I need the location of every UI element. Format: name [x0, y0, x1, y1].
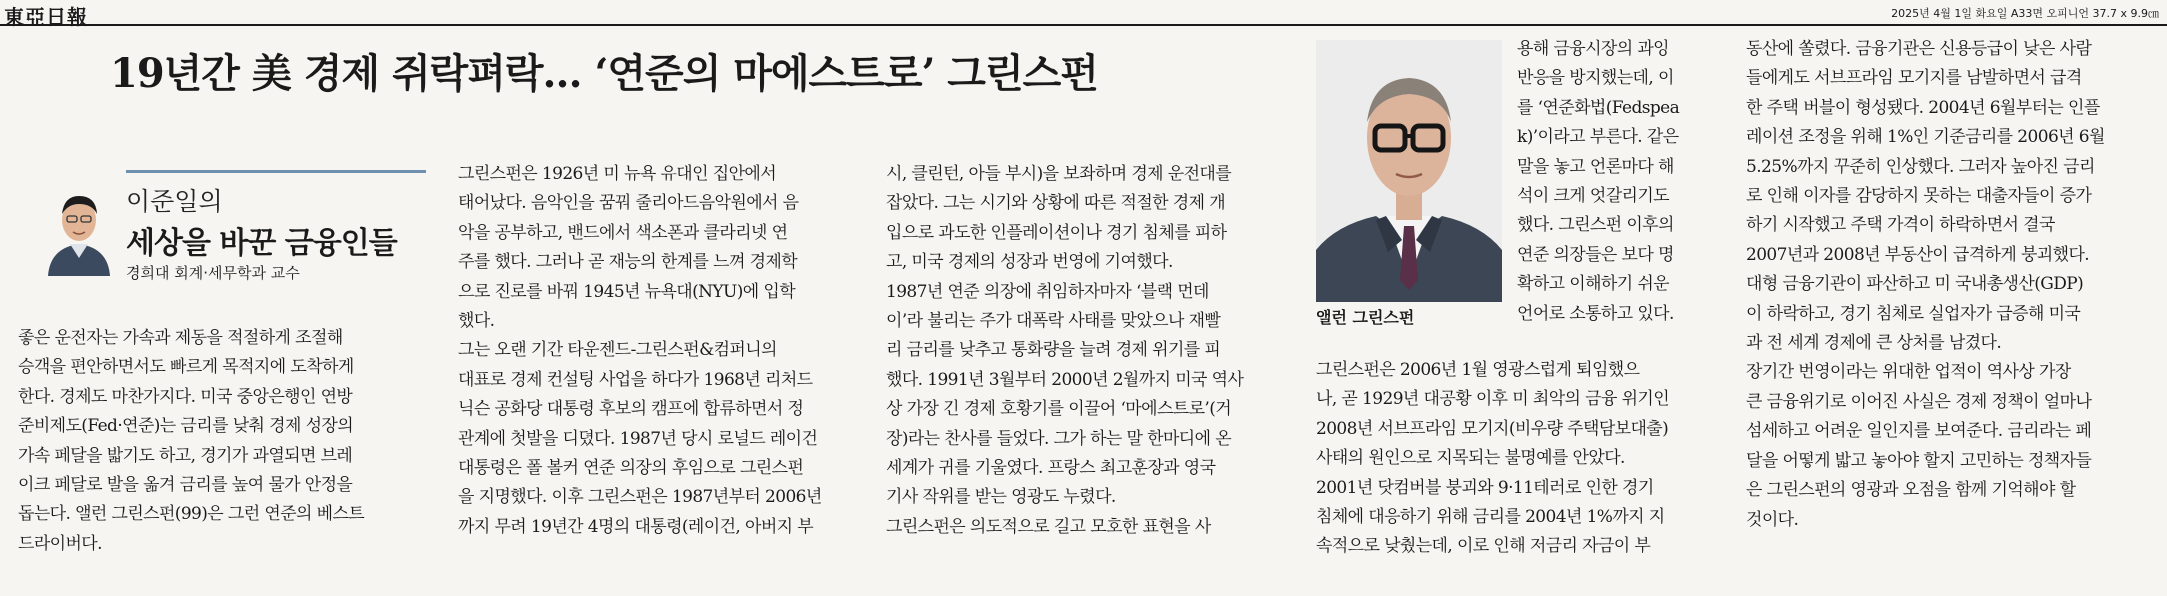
text-line: 확하고 이해하기 쉬운 — [1517, 274, 1670, 295]
text-line: 까지 무려 19년간 4명의 대통령(레이건, 아버지 부 — [458, 516, 814, 537]
text-line: 로 인해 이자를 감당하지 못하는 대출자들이 증가 — [1746, 186, 2092, 207]
text-line: 장)라는 찬사를 들었다. 그가 하는 말 한마디에 온 — [886, 428, 1232, 449]
text-line: 상 가장 긴 경제 호황기를 이끌어 ‘마에스트로’(거 — [886, 399, 1232, 420]
article-column-4-upper — [1517, 35, 1723, 329]
text-line: 5.25%까지 꾸준히 인상했다. 그러자 높아진 금리 — [1746, 156, 2095, 177]
text-line: 들에게도 서브프라임 모기지를 남발하면서 급격 — [1746, 68, 2082, 89]
text-line: 말을 놓고 언론마다 해 — [1517, 156, 1674, 177]
text-line: 돕는다. 앨런 그린스펀(99)은 그런 연준의 베스트 — [18, 504, 365, 525]
text-line: 석이 크게 엇갈리기도 — [1517, 186, 1670, 207]
text-line: 잡았다. 그는 시기와 상황에 따른 적절한 경제 개 — [886, 193, 1226, 214]
text-line: 용해 금융시장의 과잉 — [1517, 39, 1670, 59]
text-line: 시, 클린턴, 아들 부시)을 보좌하며 경제 운전대를 — [886, 164, 1232, 184]
text-line: 동산에 쏠렸다. 금융기관은 신용등급이 낮은 사람 — [1746, 39, 2092, 59]
text-line: 을 지명했다. 이후 그린스펀은 1987년부터 2006년 — [458, 487, 822, 508]
text-line: 이’라 불리는 주가 대폭락 사태를 맞았으나 재빨 — [886, 311, 1221, 332]
text-line: 레이션 조정을 위해 1%인 기준금리를 2006년 6월 — [1746, 127, 2105, 148]
text-line: 승객을 편안하면서도 빠르게 목적지에 도착하게 — [18, 357, 354, 378]
article-column-2 — [458, 160, 870, 542]
text-line: 침체에 대응하기 위해 금리를 2004년 1%까지 지 — [1316, 507, 1665, 528]
text-line: 했다. 1991년 3월부터 2000년 2월까지 미국 역사 — [886, 369, 1244, 390]
column-series-name: 이준일의 — [126, 187, 223, 216]
text-line: 반응을 방지했는데, 이 — [1517, 68, 1674, 89]
text-line: 를 ‘연준화법(Fedspea — [1517, 97, 1680, 118]
text-line: 그린스펀은 1926년 미 뉴욕 유대인 집안에서 — [458, 164, 777, 184]
masthead — [0, 0, 2167, 29]
text-line: 닉슨 공화당 대통령 후보의 캠프에 합류하면서 정 — [458, 399, 804, 420]
text-line: 대통령은 폴 볼커 연준 의장의 후임으로 그린스펀 — [458, 458, 804, 479]
text-line: 2008년 서브프라임 모기지(비우량 주택담보대출) — [1316, 418, 1669, 439]
photo-caption: 앨런 그린스펀 — [1316, 308, 1415, 327]
byline-box — [40, 170, 420, 290]
text-line: 은 그린스펀의 영광과 오점을 함께 기억해야 할 — [1746, 480, 2076, 501]
newspaper-logo: 東亞日報 — [4, 5, 88, 29]
text-line: k)’이라고 부른다. 같은 — [1517, 127, 1679, 148]
author-affiliation: 경희대 회계·세무학과 교수 — [126, 264, 300, 282]
text-line: 좋은 운전자는 가속과 제동을 적절하게 조절해 — [18, 328, 343, 348]
text-line: 그린스펀은 의도적으로 길고 모호한 표현을 사 — [886, 516, 1211, 537]
text-line: 달을 어떻게 밟고 놓아야 할지 고민하는 정책자들 — [1746, 450, 2092, 471]
dateline: 2025년 4월 1일 화요일 A33면 오피니언 37.7 x 9.9㎝ — [1891, 7, 2159, 20]
text-line: 나, 곧 1929년 대공황 이후 미 최악의 금융 위기인 — [1316, 389, 1670, 410]
text-line: 섬세하고 어려운 일인지를 보여준다. 금리라는 페 — [1746, 421, 2092, 442]
text-line: 대표로 경제 컨설팅 사업을 하다가 1968년 리처드 — [458, 369, 813, 390]
text-line: 언어로 소통하고 있다. — [1517, 303, 1674, 324]
text-line: 연준 의장들은 보다 명 — [1517, 244, 1674, 265]
text-line: 악을 공부하고, 밴드에서 색소폰과 클라리넷 연 — [458, 222, 788, 243]
text-line: 했다. — [458, 311, 495, 332]
text-line: 이 하락하고, 경기 침체로 실업자가 급증해 미국 — [1746, 303, 2081, 324]
text-line: 대형 금융기관이 파산하고 미 국내총생산(GDP) — [1746, 274, 2084, 295]
text-line: 기사 작위를 받는 영광도 누렸다. — [886, 487, 1116, 508]
byline-rule — [126, 170, 426, 173]
article-headline: 19년간 美 경제 쥐락펴락… ‘연준의 마에스트로’ 그린스펀 — [110, 50, 1098, 97]
text-line: 2007년과 2008년 부동산이 급격하게 붕괴했다. — [1746, 244, 2090, 265]
text-line: 속적으로 낮췄는데, 이로 인해 저금리 자금이 부 — [1316, 536, 1651, 557]
text-line: 드라이버다. — [18, 533, 102, 554]
text-line: 한 주택 버블이 형성됐다. 2004년 6월부터는 인플 — [1746, 97, 2100, 118]
text-line: 했다. 그린스펀 이후의 — [1517, 215, 1674, 236]
text-line: 가속 페달을 밟기도 하고, 경기가 과열되면 브레 — [18, 445, 353, 466]
greenspan-portrait-photo — [1316, 40, 1502, 302]
text-line: 그는 오랜 기간 타운젠드-그린스펀&컴퍼니의 — [458, 340, 777, 361]
text-line: 한다. 경제도 마찬가지다. 미국 중앙은행인 연방 — [18, 386, 353, 407]
text-line: 것이다. — [1746, 509, 1799, 530]
text-line: 태어났다. 음악인을 꿈꿔 줄리아드음악원에서 음 — [458, 193, 799, 214]
text-line: 1987년 연준 의장에 취임하자마자 ‘블랙 먼데 — [886, 281, 1209, 302]
text-line: 주를 했다. 그러나 곧 재능의 한계를 느껴 경제학 — [458, 252, 798, 273]
text-line: 과 전 세계 경제에 큰 상처를 남겼다. — [1746, 333, 2002, 354]
text-line: 리 금리를 낮추고 통화량을 늘려 경제 위기를 피 — [886, 340, 1221, 361]
text-line: 준비제도(Fed·연준)는 금리를 낮춰 경제 성장의 — [18, 416, 354, 437]
article-column-1 — [18, 324, 428, 559]
author-avatar — [40, 178, 118, 276]
text-line: 그린스펀은 2006년 1월 영광스럽게 퇴임했으 — [1316, 360, 1640, 380]
text-line: 고, 미국 경제의 성장과 번영에 기여했다. — [886, 252, 1173, 273]
article-column-5 — [1746, 35, 2158, 535]
text-line: 관계에 첫발을 디뎠다. 1987년 당시 로널드 레이건 — [458, 428, 818, 449]
text-line: 이크 페달로 발을 옮겨 금리를 높여 물가 안정을 — [18, 475, 353, 496]
text-line: 사태의 원인으로 지목되는 불명예를 안았다. — [1316, 448, 1625, 469]
column-series-title: 세상을 바꾼 금융인들 — [126, 226, 397, 261]
text-line: 2001년 닷컴버블 붕괴와 9·11테러로 인한 경기 — [1316, 477, 1654, 498]
article-column-4-lower — [1316, 356, 1724, 562]
text-line: 하기 시작했고 주택 가격이 하락하면서 결국 — [1746, 215, 2055, 236]
text-line: 으로 진로를 바꿔 1945년 뉴욕대(NYU)에 입학 — [458, 281, 796, 302]
article-column-3 — [886, 160, 1300, 542]
text-line: 입으로 과도한 인플레이션이나 경기 침체를 피하 — [886, 222, 1227, 243]
text-line: 장기간 번영이라는 위대한 업적이 역사상 가장 — [1746, 362, 2071, 383]
text-line: 큰 금융위기로 이어진 사실은 경제 정책이 얼마나 — [1746, 391, 2092, 412]
text-line: 세계가 귀를 기울였다. 프랑스 최고훈장과 영국 — [886, 458, 1216, 479]
